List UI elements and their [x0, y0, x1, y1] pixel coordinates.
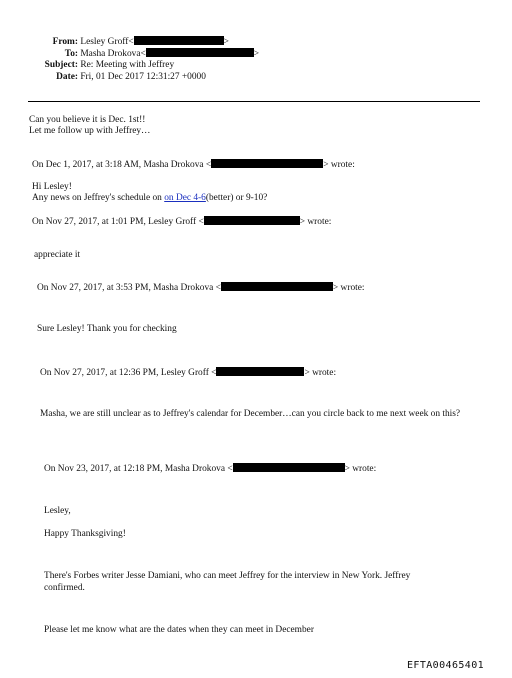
quote-2-intro: On Nov 27, 2017, at 1:01 PM, Lesley Groff < — [32, 217, 204, 227]
date-link[interactable]: on Dec 4-6 — [164, 193, 206, 203]
quote-4-intro: On Nov 27, 2017, at 12:36 PM, Lesley Groff < — [40, 368, 217, 378]
quote-5-thanks: Happy Thanksgiving! — [44, 529, 126, 539]
header-divider — [28, 101, 480, 102]
wrote-text: > wrote: — [304, 368, 337, 378]
header-from-row — [40, 36, 229, 49]
quote-5-greeting: Lesley, — [44, 506, 71, 516]
body-line-1: Can you believe it is Dec. 1st!! — [29, 115, 146, 125]
date-label: Date: — [56, 72, 78, 82]
redaction-bar — [233, 463, 345, 472]
wrote-text: > wrote: — [344, 464, 377, 474]
redaction-bar — [216, 367, 304, 376]
quote-5-header — [44, 463, 376, 476]
quote-4-text: Masha, we are still unclear as to Jeffrey's calendar for December…can you circle back to me next week on this? — [40, 409, 461, 419]
wrote-text: > wrote: — [323, 160, 355, 170]
subject-text: Re: Meeting with Jeffrey — [80, 60, 175, 70]
redaction-bar — [134, 36, 224, 45]
from-label: From: — [52, 37, 78, 47]
subject-label: Subject: — [44, 60, 78, 70]
quote-5-intro: On Nov 23, 2017, at 12:18 PM, Masha Drokova < — [44, 464, 233, 474]
wrote-text: > wrote: — [332, 283, 365, 293]
quote-1-intro: On Dec 1, 2017, at 3:18 AM, Masha Drokova < — [32, 160, 212, 170]
quote-1-text-before: Any news on Jeffrey's schedule on — [32, 193, 165, 203]
to-label: To: — [64, 49, 78, 59]
quote-1-greeting: Hi Lesley! — [32, 182, 72, 192]
header-to-row — [40, 48, 259, 61]
to-name: Masha Drokova — [80, 49, 141, 59]
quote-1-body — [32, 193, 267, 205]
date-text: Fri, 01 Dec 2017 12:31:27 +0000 — [80, 72, 206, 82]
quote-5-forbes: There's Forbes writer Jesse Damiani, who can meet Jeffrey for the interview in New York. Jeffrey confirmed. — [44, 571, 411, 593]
quote-2-text: appreciate it — [34, 250, 81, 260]
body-line-2: Let me follow up with Jeffrey… — [29, 126, 151, 136]
redaction-bar — [146, 48, 254, 57]
quote-3-intro: On Nov 27, 2017, at 3:53 PM, Masha Drokova < — [37, 283, 221, 293]
quote-4-header — [40, 367, 336, 380]
redaction-bar — [204, 216, 300, 225]
quote-1-header — [32, 159, 355, 172]
gt-symbol: > — [223, 37, 229, 47]
bates-number: EFTA00465401 — [407, 660, 485, 671]
quote-3-header — [37, 282, 365, 295]
quote-3-text: Sure Lesley! Thank you for checking — [37, 324, 177, 334]
header-date-row — [40, 72, 206, 84]
quote-1-text-after: (better) or 9-10? — [205, 193, 268, 203]
quote-5-dates: Please let me know what are the dates when they can meet in December — [44, 625, 314, 635]
from-name: Lesley Groff — [80, 37, 129, 47]
redaction-bar — [221, 282, 333, 291]
lt-symbol: < — [128, 37, 134, 47]
gt-symbol: > — [253, 49, 260, 59]
wrote-text: > wrote: — [299, 217, 332, 227]
quote-2-header — [32, 216, 331, 229]
redaction-bar — [211, 159, 323, 168]
lt-symbol: < — [140, 49, 146, 59]
header-subject-row — [40, 60, 174, 72]
